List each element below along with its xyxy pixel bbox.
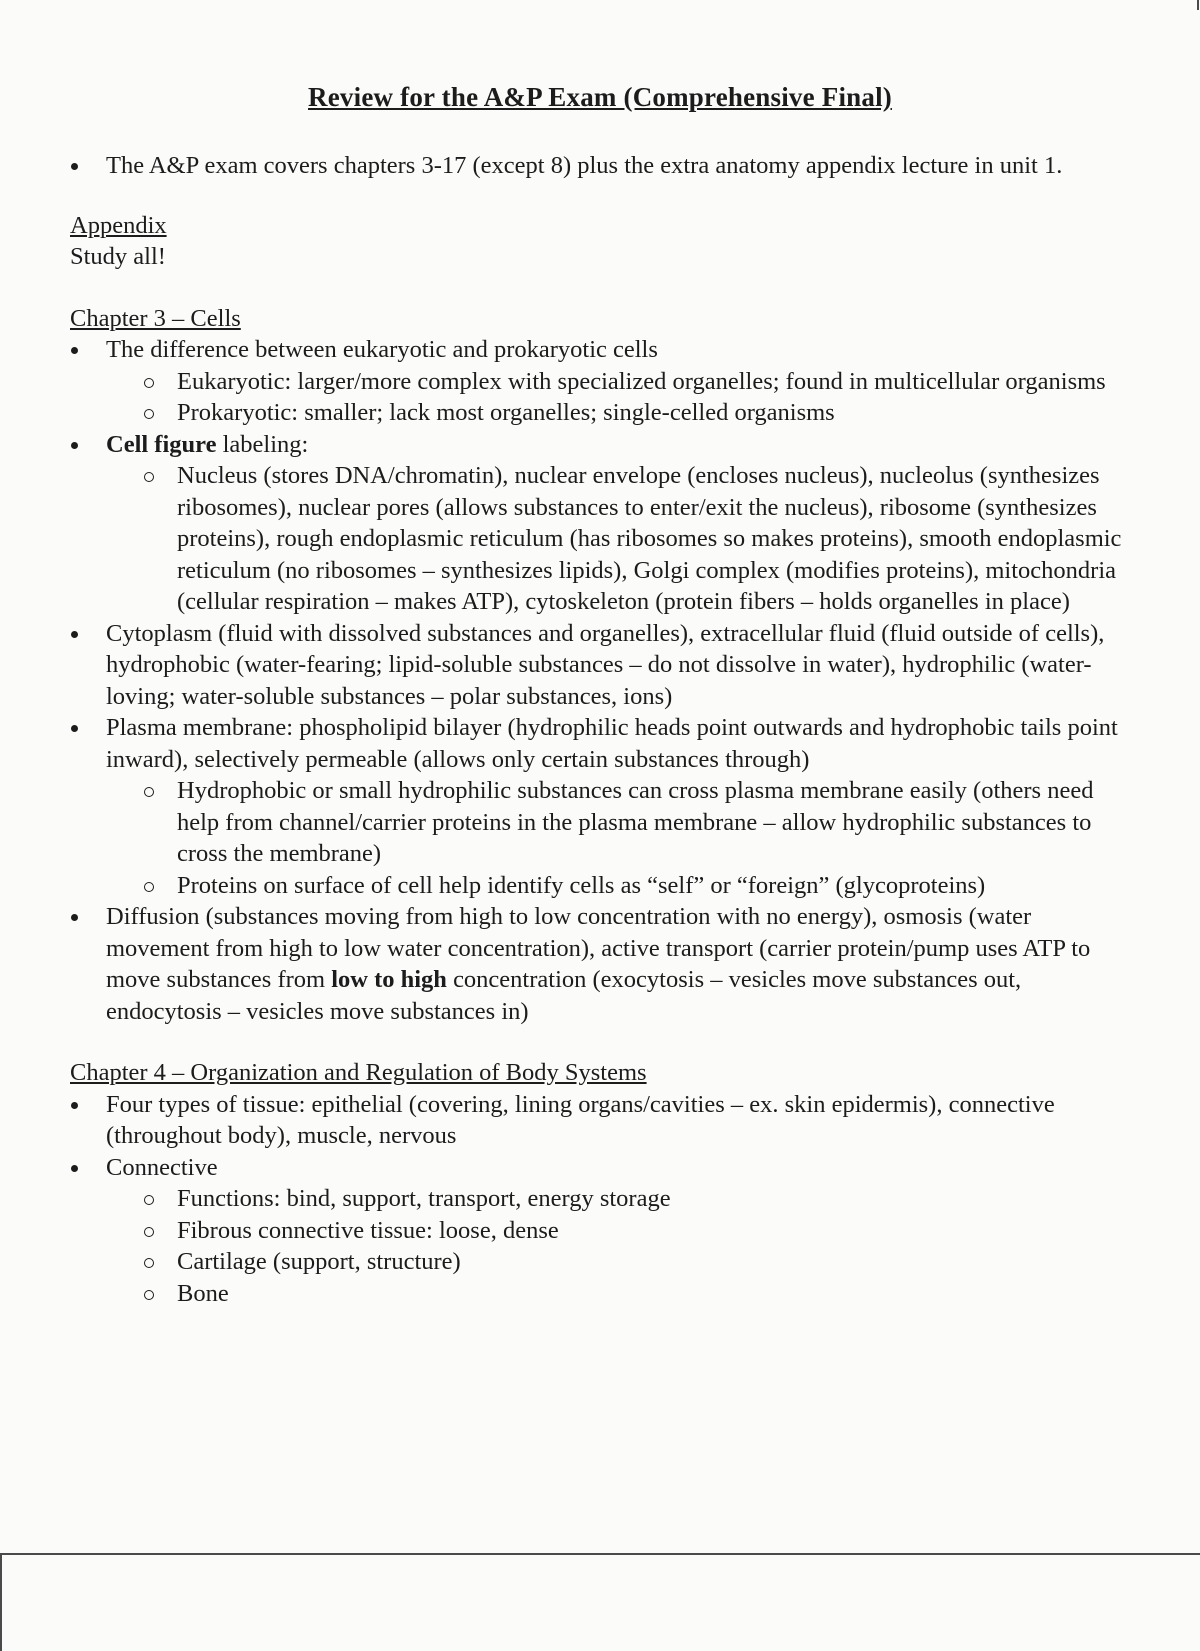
ch3-sub-hydrophobic: Hydrophobic or small hydrophilic substances can cross plasma membrane easily (others need help from channel/carrier proteins in the plasma membrane – allow hydrophilic substances to cross the membrane) — [70, 775, 1125, 870]
intro-bullet: The A&P exam covers chapters 3-17 (except 8) plus the extra anatomy appendix lecture in unit 1. — [70, 150, 1125, 182]
ch3-sub-eukaryotic: Eukaryotic: larger/more complex with specialized organelles; found in multicellular organisms — [70, 366, 1125, 398]
intro-list — [70, 150, 1125, 182]
scan-edge-right — [1197, 0, 1199, 10]
ch3-bullet-cytoplasm: Cytoplasm (fluid with dissolved substances and organelles), extracellular fluid (fluid outside of cells), hydrophobic (water-fearing; lipid-soluble substances – do not dissolve in water), hydrophilic (water-loving; water-soluble substances – polar substances, ions) — [70, 618, 1125, 713]
ch4-sub-functions: Functions: bind, support, transport, energy storage — [70, 1183, 1125, 1215]
ch4-bullet-tissue-types: Four types of tissue: epithelial (covering, lining organs/cavities – ex. skin epidermis), connective (throughout body), muscle, nervous — [70, 1089, 1125, 1152]
diffusion-bold: low to high — [331, 966, 447, 993]
ch4-bullet-connective: Connective — [70, 1152, 1125, 1184]
cell-figure-bold: Cell figure — [106, 430, 217, 458]
chapter-4-heading: Chapter 4 – Organization and Regulation of Body Systems — [70, 1059, 647, 1086]
cell-figure-rest: labeling: — [216, 430, 309, 458]
scan-edge-line — [0, 1553, 1200, 1555]
diffusion-text-a: Diffusion (substances moving from high to low concentration with no energy), osmosis (water movement from high to low water concentration), active transport (carrier protein/pump uses ATP to move substances from — [106, 903, 1091, 993]
ch4-sub-bone: Bone — [70, 1278, 1125, 1310]
appendix-text: Study all! — [70, 243, 166, 270]
scan-edge-vertical — [0, 1553, 2, 1651]
page-title: Review for the A&P Exam (Comprehensive Final) — [308, 82, 892, 112]
chapter-3-heading: Chapter 3 – Cells — [70, 304, 241, 332]
chapter-3-list — [70, 334, 1125, 1027]
ch4-sub-fibrous: Fibrous connective tissue: loose, dense — [70, 1215, 1125, 1247]
ch3-bullet-diffusion — [70, 901, 1125, 1027]
chapter-4-list — [70, 1089, 1125, 1310]
appendix-heading: Appendix — [70, 211, 167, 239]
ch3-sub-organelles: Nucleus (stores DNA/chromatin), nuclear envelope (encloses nucleus), nucleolus (synthesizes ribosomes), nuclear pores (allows substances to enter/exit the nucleus), ribosome (synthesizes proteins), rough endoplasmic reticulum (has ribosomes so makes proteins), smooth endoplasmic reticulum (no ribosomes – synthesizes lipids), Golgi complex (modifies proteins), mitochondria (cellular respiration – makes ATP), cytoskeleton (protein fibers – holds organelles in place) — [70, 460, 1125, 618]
diffusion-text-b: concentration (exocytosis – vesicles move substances out, endocytosis – vesicles move substances in) — [106, 966, 1022, 1025]
ch3-sub-prokaryotic: Prokaryotic: smaller; lack most organelles; single-celled organisms — [70, 397, 1125, 429]
ch3-sub-proteins: Proteins on surface of cell help identify cells as “self” or “foreign” (glycoproteins) — [70, 870, 1125, 902]
ch3-bullet-cell-types: The difference between eukaryotic and prokaryotic cells — [70, 334, 1125, 366]
ch3-bullet-plasma-membrane: Plasma membrane: phospholipid bilayer (hydrophilic heads point outwards and hydrophobic tails point inward), selectively permeable (allows only certain substances through) — [70, 712, 1125, 775]
ch3-bullet-cell-figure — [70, 429, 1125, 461]
ch4-sub-cartilage: Cartilage (support, structure) — [70, 1246, 1125, 1278]
document-body — [70, 150, 1125, 1309]
